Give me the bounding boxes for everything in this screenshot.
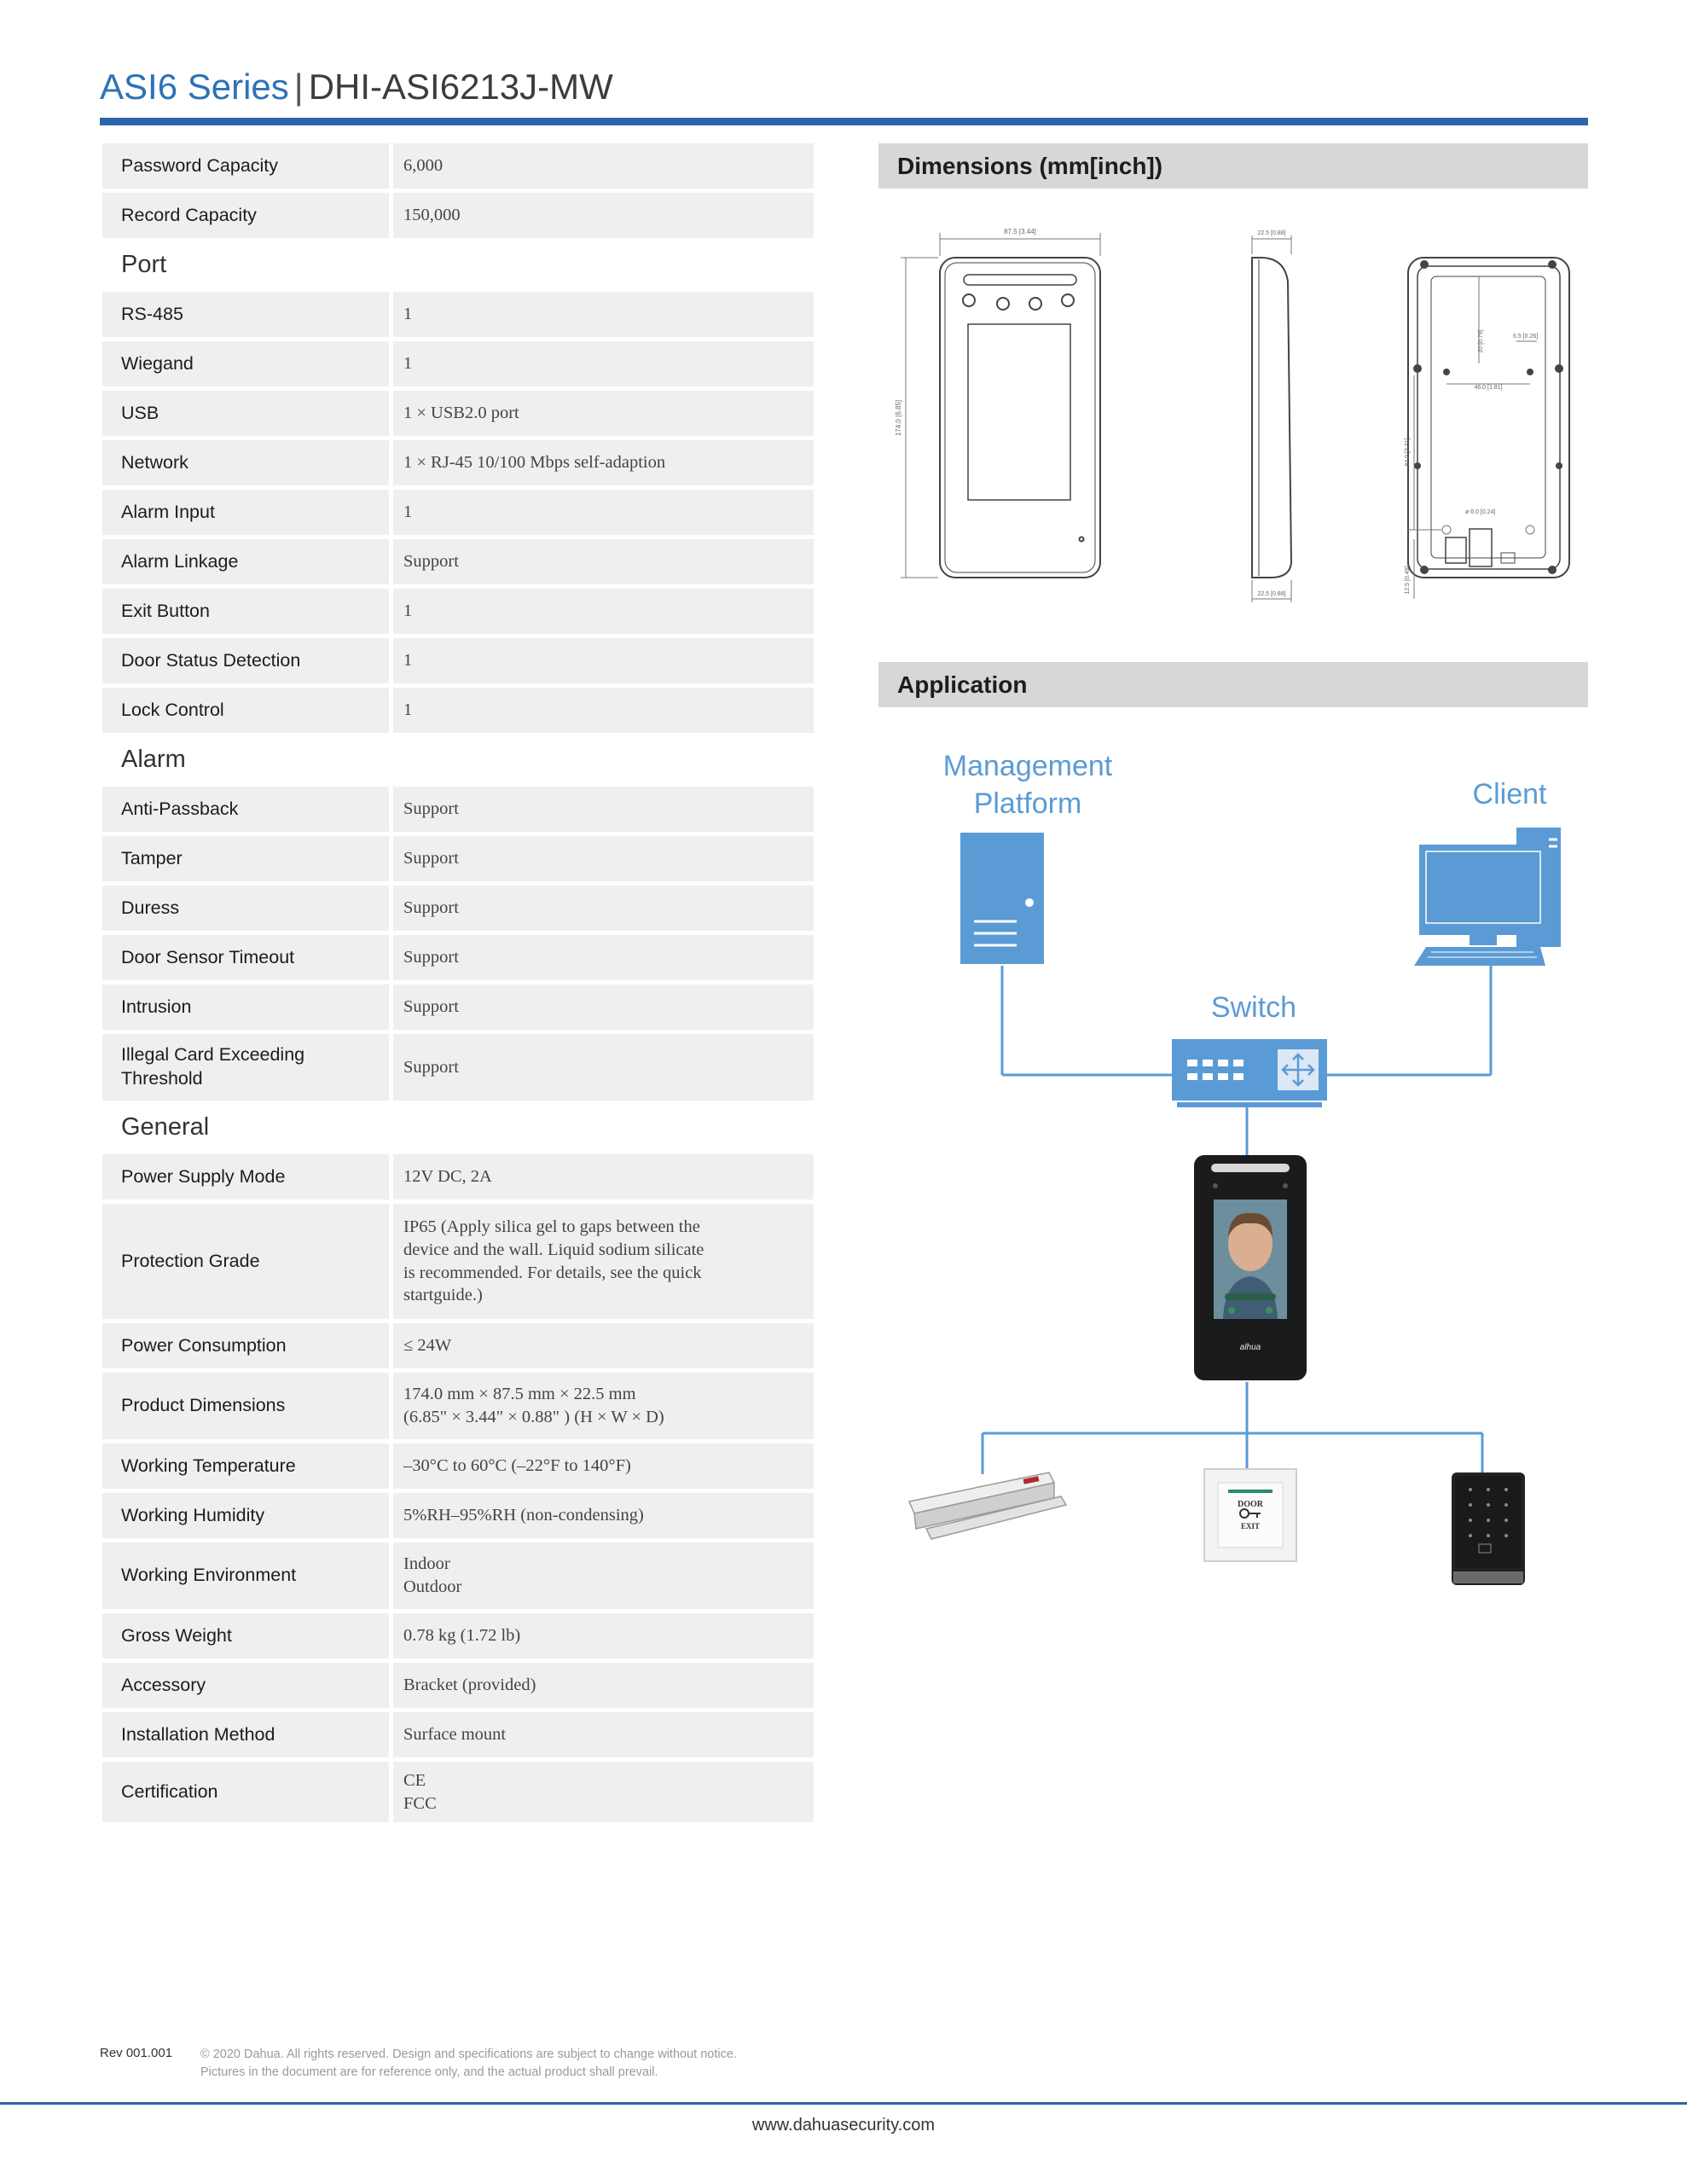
spec-value: 1 × RJ-45 10/100 Mbps self-adaption: [393, 440, 814, 485]
back-dim-label: 6.5 [0.26]: [1513, 334, 1539, 340]
spec-value: 1: [393, 589, 814, 634]
table-row: [102, 143, 814, 189]
table-row: [102, 292, 814, 337]
spec-label: Installation Method: [102, 1712, 389, 1757]
spec-label: Door Sensor Timeout: [102, 935, 389, 980]
spec-value: [393, 1762, 814, 1822]
back-dim-label: 84.0 [3.31]: [1405, 438, 1411, 467]
spec-value: 1: [393, 341, 814, 386]
back-dim-label: 12.5 [0.49]: [1405, 566, 1411, 595]
spec-label: Power Consumption: [102, 1323, 389, 1368]
table-row: [102, 440, 814, 485]
spec-label: Alarm Input: [102, 490, 389, 535]
side-view-drawing: [1252, 258, 1291, 578]
application-diagram: [878, 734, 1588, 1621]
table-row: [102, 193, 814, 238]
table-row: [102, 1762, 814, 1822]
exit-button-image: [1204, 1469, 1296, 1561]
series-name: ASI6 Series: [100, 67, 289, 107]
application-heading: Application: [878, 662, 1588, 707]
side-dimension-lines: [1252, 235, 1291, 602]
application-svg: [878, 734, 1588, 1621]
spec-label: Certification: [102, 1762, 389, 1822]
spec-value-line: is recommended. For details, see the quick: [403, 1263, 702, 1282]
spec-label-line: Threshold: [121, 1068, 203, 1089]
section-heading-port: Port: [121, 251, 167, 278]
spec-label: Record Capacity: [102, 193, 389, 238]
front-height-label: 174.0 [6.85]: [895, 399, 902, 437]
spec-label: Exit Button: [102, 589, 389, 634]
spec-value: 1 × USB2.0 port: [393, 391, 814, 436]
table-row: [102, 787, 814, 832]
switch-label: Switch: [1210, 991, 1297, 1024]
dimensions-drawing: [878, 205, 1588, 614]
spec-value: 1: [393, 638, 814, 683]
front-width-label: 87.5 [3.44]: [1004, 228, 1036, 235]
spec-label: Working Environment: [102, 1542, 389, 1609]
terminal-brand: alhua: [1239, 1343, 1261, 1352]
spec-value: 1: [393, 292, 814, 337]
spec-label: Lock Control: [102, 688, 389, 733]
spec-label: Working Temperature: [102, 1443, 389, 1489]
spec-value: Support: [393, 787, 814, 832]
spec-label: Tamper: [102, 836, 389, 881]
table-row: [102, 1613, 814, 1658]
spec-label-line: Illegal Card Exceeding: [121, 1044, 305, 1066]
spec-value-line: IP65 (Apply silica gel to gaps between the: [403, 1217, 700, 1237]
header-rule: [100, 118, 1588, 125]
spec-value: Surface mount: [393, 1712, 814, 1757]
spec-value: 150,000: [393, 193, 814, 238]
side-depth-label: 22.5 [0.88]: [1257, 591, 1286, 597]
spec-value: Bracket (provided): [393, 1663, 814, 1708]
back-dim-label: ø 6.0 [0.24]: [1465, 509, 1496, 515]
spec-label: Accessory: [102, 1663, 389, 1708]
table-row: [102, 1323, 814, 1368]
client-label: Client: [1472, 778, 1547, 810]
face-recognition-terminal-image: [1194, 1155, 1307, 1380]
client-computer-icon: [1414, 828, 1561, 966]
spec-label: Duress: [102, 886, 389, 931]
section-heading-alarm: Alarm: [121, 746, 186, 773]
spec-label: Working Humidity: [102, 1493, 389, 1538]
table-row: [102, 490, 814, 535]
management-label-line: Management: [942, 750, 1113, 782]
spec-label: Anti-Passback: [102, 787, 389, 832]
table-row: [102, 1493, 814, 1538]
network-switch-icon: [1172, 1039, 1327, 1107]
table-row: [102, 1204, 814, 1319]
spec-label: [102, 1034, 389, 1101]
table-row: [102, 836, 814, 881]
spec-label: Gross Weight: [102, 1613, 389, 1658]
revision-label: Rev 001.001: [100, 2046, 173, 2060]
spec-value: 0.78 kg (1.72 lb): [393, 1613, 814, 1658]
spec-label: Wiegand: [102, 341, 389, 386]
spec-value: [393, 1204, 814, 1319]
spec-label: Door Status Detection: [102, 638, 389, 683]
management-label-line: Platform: [973, 787, 1082, 820]
website-link[interactable]: www.dahuasecurity.com: [751, 2116, 936, 2135]
spec-value-line: CE: [403, 1770, 426, 1790]
page-header: [100, 61, 1588, 113]
spec-label: Network: [102, 440, 389, 485]
spec-value: 1: [393, 490, 814, 535]
table-row: [102, 1034, 814, 1101]
spec-value: Support: [393, 985, 814, 1030]
spec-label: Password Capacity: [102, 143, 389, 189]
legal-line: Pictures in the document are for reference only, and the actual product shall prevail.: [200, 2065, 658, 2080]
spec-value: –30°C to 60°C (–22°F to 140°F): [393, 1443, 814, 1489]
table-row: [102, 1154, 814, 1199]
side-depth-label: 22.5 [0.88]: [1257, 230, 1286, 236]
server-icon: [960, 833, 1044, 964]
spec-label: Protection Grade: [102, 1204, 389, 1319]
title-separator: |: [293, 67, 304, 107]
spec-value: 12V DC, 2A: [393, 1154, 814, 1199]
spec-label: Product Dimensions: [102, 1373, 389, 1439]
table-row: [102, 341, 814, 386]
spec-value: [393, 1542, 814, 1609]
table-row: [102, 1663, 814, 1708]
spec-value: Support: [393, 539, 814, 584]
spec-value: 5%RH–95%RH (non-condensing): [393, 1493, 814, 1538]
table-row: [102, 589, 814, 634]
back-dim-label: 46.0 [1.81]: [1474, 385, 1503, 391]
footer-rule: [0, 2102, 1687, 2105]
spec-label: Alarm Linkage: [102, 539, 389, 584]
table-row: [102, 886, 814, 931]
spec-value: ≤ 24W: [393, 1323, 814, 1368]
spec-value-line: startguide.): [403, 1286, 483, 1305]
back-dimension-lines: [1407, 276, 1537, 599]
back-dim-label: 20 [0.79]: [1478, 329, 1484, 353]
magnetic-lock-image: [909, 1472, 1066, 1539]
spec-table: [102, 143, 814, 1827]
spec-label: Intrusion: [102, 985, 389, 1030]
spec-value: Support: [393, 935, 814, 980]
spec-label: USB: [102, 391, 389, 436]
spec-value: 6,000: [393, 143, 814, 189]
table-row: [102, 985, 814, 1030]
exit-button-line2: EXIT: [1240, 1522, 1261, 1531]
table-row: [102, 1712, 814, 1757]
spec-value: Support: [393, 1034, 814, 1101]
spec-value-line: Outdoor: [403, 1577, 462, 1596]
table-row: [102, 638, 814, 683]
section-heading-general: General: [121, 1113, 210, 1141]
table-row: [102, 1542, 814, 1609]
spec-value-line: (6.85" × 3.44" × 0.88" ) (H × W × D): [403, 1408, 664, 1426]
legal-notice: [200, 2046, 737, 2082]
spec-value-line: Indoor: [403, 1554, 450, 1574]
spec-label: Power Supply Mode: [102, 1154, 389, 1199]
table-row: [102, 1443, 814, 1489]
spec-value: [393, 1373, 814, 1439]
dimensions-heading: Dimensions (mm[inch]): [878, 143, 1588, 189]
spec-value-line: 174.0 mm × 87.5 mm × 22.5 mm: [403, 1385, 636, 1404]
table-row: [102, 1373, 814, 1439]
legal-line: © 2020 Dahua. All rights reserved. Design and specifications are subject to change without notice.: [200, 2048, 737, 2061]
table-row: [102, 688, 814, 733]
dimension-drawings-svg: [878, 205, 1588, 614]
exit-button-line1: DOOR: [1238, 1500, 1263, 1509]
spec-value: Support: [393, 836, 814, 881]
table-row: [102, 935, 814, 980]
spec-value: 1: [393, 688, 814, 733]
back-screw-holes: [1413, 260, 1563, 574]
spec-value-line: device and the wall. Liquid sodium silicate: [403, 1240, 704, 1259]
table-row: [102, 539, 814, 584]
front-view-drawing: [940, 258, 1100, 578]
spec-value-line: FCC: [403, 1793, 437, 1813]
spec-label: RS-485: [102, 292, 389, 337]
spec-value: Support: [393, 886, 814, 931]
table-row: [102, 391, 814, 436]
model-name: DHI-ASI6213J-MW: [308, 67, 613, 107]
card-reader-keypad-image: [1452, 1472, 1525, 1585]
